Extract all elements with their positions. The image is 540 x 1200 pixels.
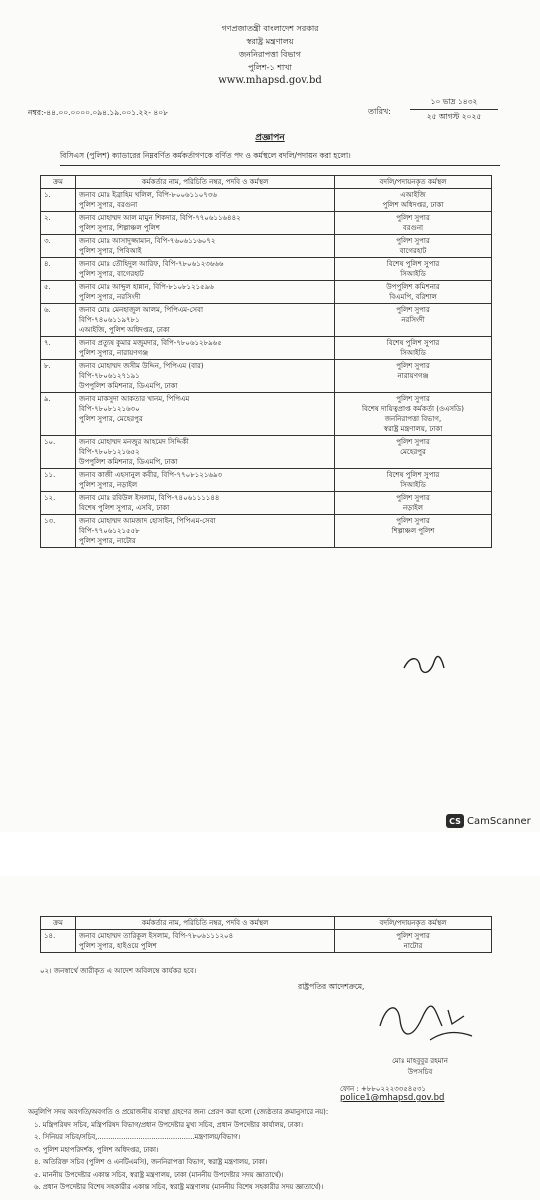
officer-cell — [76, 189, 335, 212]
signer-block — [360, 1056, 480, 1078]
officer-line: পুলিশ সুপার, হাইওয়ে পুলিশ — [79, 942, 157, 950]
officer-cell — [76, 304, 335, 337]
page-title: প্রজ্ঞাপন — [255, 133, 285, 143]
posting-cell — [335, 189, 492, 212]
posting-line: স্বরাষ্ট্র মন্ত্রণালয়, ঢাকা — [383, 425, 443, 433]
officer-cell — [76, 492, 335, 515]
copy-list-item: ৪. অতিরিক্ত সচিব (পুলিশ ও এনটিএমসি), জননিরাপত্তা বিভাগ, স্বরাষ্ট্র মন্ত্রণালয়, ঢাকা। — [34, 1158, 268, 1166]
officer-line: জনাব মোহাম্মদ জসীম উদ্দিন, পিপিএম (বার) — [79, 362, 204, 370]
header-serial: ক্রম — [41, 176, 76, 189]
posting-line: পুলিশ সুপার — [396, 237, 430, 245]
camscanner-logo-icon: CS — [446, 814, 464, 828]
posting-cell — [335, 436, 492, 469]
header-officer: কর্মকর্তার নাম, পরিচিতি নম্বর, পদবি ও কর্মস্থল — [76, 917, 335, 930]
posting-line: পুলিশ অধিদপ্তর, ঢাকা — [382, 201, 444, 209]
posting-line: নরসিংদী — [401, 316, 425, 324]
posting-line: বিশেষ পুলিশ সুপার — [386, 260, 440, 268]
posting-line: শিল্পাঞ্চল পুলিশ — [391, 527, 435, 535]
table-row — [41, 515, 492, 548]
officer-line: উপপুলিশ কমিশনার, ডিএমপি, ঢাকা — [79, 382, 178, 390]
posting-line: নাটোর — [403, 942, 423, 950]
row-serial: ১৩. — [41, 515, 76, 548]
officer-line: বিপি-৭৭০৬১২১৫৫৮ — [79, 527, 140, 535]
officer-line: জনাব মোঃ তৌহিদুল আরিফ, বিপি-৭৮০৬১২৩৬৬৬ — [79, 260, 224, 268]
posting-line: মেহেরপুর — [400, 448, 426, 456]
officer-line: পুলিশ সুপার, নড়াইল — [79, 481, 138, 489]
officer-line: উপপুলিশ কমিশনার, ডিএমপি, ঢাকা — [79, 458, 178, 466]
officer-line: জনাব মোঃ আসাদুজ্জামান, বিপি-৭৬০৬১১৬০৭২ — [79, 237, 216, 245]
date-label: তারিখ: — [368, 107, 391, 116]
officer-line: বিশেষ পুলিশ সুপার, এসবি, ঢাকা — [79, 504, 170, 512]
posting-line: পুলিশ সুপার — [396, 494, 430, 502]
row-serial: ৩. — [41, 235, 76, 258]
header-line-4: পুলিশ-১ শাখা — [248, 63, 292, 72]
officer-cell — [76, 281, 335, 304]
posting-line: জননিরাপত্তা বিভাগ, — [384, 415, 442, 423]
copy-intro: অনুলিপি সদয় অবগতি/অবগতি ও প্রয়োজনীয় ব্যবস্থা গ্রহণের জন্য প্রেরণ করা হলো (জ্যেষ্ঠতার ক্রমানুসারে নয়): — [28, 1108, 329, 1116]
officer-cell — [76, 212, 335, 235]
officer-line: জনাব মোঃ ইব্রাহিম খলিল, বিপি-৮০০৬১১০৭৩৬ — [79, 191, 217, 199]
copy-list-item: ১. মন্ত্রিপরিষদ সচিব, মন্ত্রিপরিষদ বিভাগ/প্রধান উপদেষ্টার মুখ্য সচিব, প্রধান উপদেষ্টার কার্যালয়, ঢাকা। — [34, 1120, 303, 1129]
officer-line: জনাব মোঃ রবিউল ইসলাম, বিপি-৭৪০৬১১১১৪৪ — [79, 494, 220, 502]
memo-number — [28, 108, 168, 120]
posting-line: পুলিশ সুপার — [396, 438, 430, 446]
posting-cell — [335, 492, 492, 515]
row-serial: ১১. — [41, 469, 76, 492]
row-serial: ৬. — [41, 304, 76, 337]
gov-header — [0, 22, 540, 87]
row-serial: ৯. — [41, 393, 76, 436]
header-line-3: জননিরাপত্তা বিভাগ — [239, 50, 301, 59]
officer-cell — [76, 235, 335, 258]
initial-signature — [400, 654, 446, 676]
memo-number-text: নম্বর:-৪৪.০০.০০০০.০৯৪.১৯.০০১.২২- ৪০৮ — [28, 108, 168, 117]
camscanner-label: CamScanner — [467, 815, 531, 827]
posting-line: পুলিশ সুপার — [396, 362, 430, 370]
row-serial: ১২. — [41, 492, 76, 515]
row-serial: ৮. — [41, 360, 76, 393]
header-posting: বদলি/পদায়নকৃত কর্মস্থল — [335, 176, 492, 189]
officer-line: জনাব মোঃ আব্দুল হান্নান, বিপি-৮১০৮১২১৫৯৬ — [79, 283, 214, 291]
header-serial: ক্রম — [41, 917, 76, 930]
posting-line: বিএমপি, বরিশাল — [389, 293, 437, 301]
table-row — [41, 930, 492, 953]
table-row — [41, 235, 492, 258]
email-link[interactable]: police1@mhapsd.gov.bd — [340, 1093, 445, 1103]
officer-line: জনাব মোঃ মেনহাজুল আলম, পিপিএম-সেবা — [79, 306, 203, 314]
header-url: www.mhapsd.gov.bd — [218, 75, 322, 86]
posting-cell — [335, 930, 492, 953]
table-row — [41, 281, 492, 304]
officer-cell — [76, 393, 335, 436]
signer-designation: উপসচিব — [407, 1068, 433, 1076]
officer-line: বিপি-৭৮০৮১২১৬৩০ — [79, 405, 140, 413]
posting-line: উপপুলিশ কমিশনার — [386, 283, 440, 291]
officer-cell — [76, 930, 335, 953]
posting-line: বাগেরহাট — [399, 247, 427, 255]
posting-line: পুলিশ সুপার — [396, 517, 430, 525]
camscanner-watermark — [446, 814, 531, 828]
table-row — [41, 258, 492, 281]
posting-line: পুলিশ সুপার — [396, 395, 430, 403]
date-bangla: ১০ ভাদ্র ১৪৩২ — [410, 95, 498, 110]
officer-line: জনাব মোহাম্মদ আল মামুন শিকদার, বিপি-৭৭০৬১১৬৪৪২ — [79, 214, 241, 222]
officer-cell — [76, 515, 335, 548]
officer-line: পুলিশ সুপার, নরসিংদী — [79, 293, 141, 301]
row-serial: ২. — [41, 212, 76, 235]
posting-cell — [335, 515, 492, 548]
posting-line: সিআইডি — [400, 270, 426, 278]
transfer-table-continued — [40, 916, 492, 953]
officer-line: জনাব কাজী এহসানুল কবীর, বিপি-৭৭০৮১২১৬৯৩ — [79, 471, 223, 479]
posting-cell — [335, 258, 492, 281]
posting-line: পুলিশ সুপার — [396, 214, 430, 222]
row-serial: ১. — [41, 189, 76, 212]
posting-line: বিশেষ দায়িত্বপ্রাপ্ত কর্মকর্তা (ওএসডি) — [362, 405, 464, 413]
table-row — [41, 212, 492, 235]
row-serial: ৫. — [41, 281, 76, 304]
posting-cell — [335, 393, 492, 436]
row-serial: ৭. — [41, 337, 76, 360]
order-line: রাষ্ট্রপতির আদেশক্রমে, — [298, 982, 365, 991]
posting-line: সিআইডি — [400, 481, 426, 489]
officer-line: জনাব মোহাম্মদ তারিকুল ইসলাম, বিপি-৭৮০৬১১১২০৪ — [79, 932, 234, 940]
posting-line: নড়াইল — [402, 504, 424, 512]
table-header-row — [41, 176, 492, 189]
posting-cell — [335, 337, 492, 360]
officer-line: পুলিশ সুপার, পিবিআই — [79, 247, 142, 255]
officer-line: পুলিশ সুপার, নাটোর — [79, 537, 136, 545]
table-row — [41, 337, 492, 360]
table-row — [41, 189, 492, 212]
officer-line: পুলিশ সুপার, শিল্পাঞ্চল পুলিশ — [79, 224, 160, 232]
header-line-1: গণপ্রজাতন্ত্রী বাংলাদেশ সরকার — [221, 24, 319, 33]
officer-cell — [76, 360, 335, 393]
officer-line: এআইজি, পুলিশ অধিদপ্তর, ঢাকা — [79, 326, 170, 334]
date-box — [410, 95, 498, 124]
table-row — [41, 393, 492, 436]
table-header-row — [41, 917, 492, 930]
officer-line: জনাব মাকসুদা আকতার খানম, পিপিএম — [79, 395, 190, 403]
officer-line: পুলিশ সুপার, মেহেরপুর — [79, 415, 143, 423]
officer-line: পুলিশ সুপার, বরগুনা — [79, 201, 138, 209]
posting-cell — [335, 212, 492, 235]
officer-line: জনাব মোহাম্মদ মনজুর আহমেদ সিদ্দিকী — [79, 438, 189, 446]
table-row — [41, 469, 492, 492]
officer-line: বিপি-৭৪০৬১১৯৭৮১ — [79, 316, 140, 324]
date-english: ২৫ আগস্ট ২০২৫ — [426, 112, 482, 121]
row-serial: ১০. — [41, 436, 76, 469]
row-serial: ৪. — [41, 258, 76, 281]
header-posting: বদলি/পদায়নকৃত কর্মস্থল — [335, 917, 492, 930]
copy-list-item: ৩. পুলিশ মহাপরিদর্শক, পুলিশ অধিদপ্তর, ঢাকা। — [34, 1145, 159, 1154]
officer-cell — [76, 436, 335, 469]
officer-cell — [76, 337, 335, 360]
posting-line: পুলিশ সুপার — [396, 306, 430, 314]
table-row — [41, 492, 492, 515]
posting-line: সিআইডি — [400, 349, 426, 357]
signer-name: মোঃ মাহবুবুর রহমান — [392, 1057, 448, 1065]
row-serial: ১৪. — [41, 930, 76, 953]
officer-line: জনাব মোহাম্মদ আমজাদ হোসাইন, পিপিএম-সেবা — [79, 517, 216, 525]
posting-cell — [335, 235, 492, 258]
phone-number: ফোন : +৮৮০২২২৩৩৫৪৫৩১ — [340, 1085, 426, 1093]
table-row — [41, 304, 492, 337]
officer-line: বিপি-৭৮০৬১২৭১৯১ — [79, 372, 140, 380]
copy-list-item: ৫. মাননীয় উপদেষ্টার একান্ত সচিব, স্বরাষ্ট্র মন্ত্রণালয়, ঢাকা (মাননীয় উপদেষ্টার সদয় জ্ঞাতার্থে)। — [34, 1170, 284, 1179]
copy-list-item: ২. সিনিয়র সচিব/সচিব,.............................................মন্ত্রণালয়/বিভাগ। — [34, 1133, 241, 1141]
officer-signature — [372, 996, 482, 1054]
posting-line: পুলিশ সুপার — [396, 932, 430, 940]
transfer-table — [40, 175, 492, 548]
clause-02: ০২। জনস্বার্থে জারীকৃত এ আদেশ অবিলম্বে কার্যকর হবে। — [40, 967, 197, 975]
table-row — [41, 360, 492, 393]
posting-cell — [335, 469, 492, 492]
officer-line: পুলিশ সুপার, বাগেরহাট — [79, 270, 144, 278]
intro-text: বিসিএস (পুলিশ) ক্যাডারের নিম্নবর্ণিত কর্মকর্তাগণকে বর্ণিত পদ ও কর্মস্থলে বদলি/পদায়ন করা হলো। — [60, 151, 500, 166]
officer-cell — [76, 258, 335, 281]
copy-list — [28, 1106, 528, 1194]
posting-line: এআইজি — [400, 191, 426, 199]
header-line-2: স্বরাষ্ট্র মন্ত্রণালয় — [246, 37, 294, 46]
posting-line: বিশেষ পুলিশ সুপার — [386, 339, 440, 347]
copy-list-item: ৬. প্রধান উপদেষ্টার বিশেষ সহকারীর একান্ত সচিব, স্বরাষ্ট্র মন্ত্রণালয় (মাননীয় বিশেষ সহকারীর সদয় জ্ঞাতার্থে)। — [34, 1183, 324, 1191]
posting-line: বরগুনা — [402, 224, 424, 232]
officer-line: জনাব প্রত্যুষ কুমার মজুমদার, বিপি-৭৮০৬১২৮৯৬৫ — [79, 339, 222, 347]
posting-line: বিশেষ পুলিশ সুপার — [386, 471, 440, 479]
officer-line: বিপি-৭৮০৮১২১৬৫২ — [79, 448, 140, 456]
officer-line: পুলিশ সুপার, নারায়ণগঞ্জ — [79, 349, 149, 357]
posting-cell — [335, 304, 492, 337]
posting-line: নারায়ণগঞ্জ — [397, 372, 429, 380]
posting-cell — [335, 360, 492, 393]
header-officer: কর্মকর্তার নাম, পরিচিতি নম্বর, পদবি ও কর্মস্থল — [76, 176, 335, 189]
page-gap — [0, 832, 540, 876]
officer-cell — [76, 469, 335, 492]
posting-cell — [335, 281, 492, 304]
table-row — [41, 436, 492, 469]
